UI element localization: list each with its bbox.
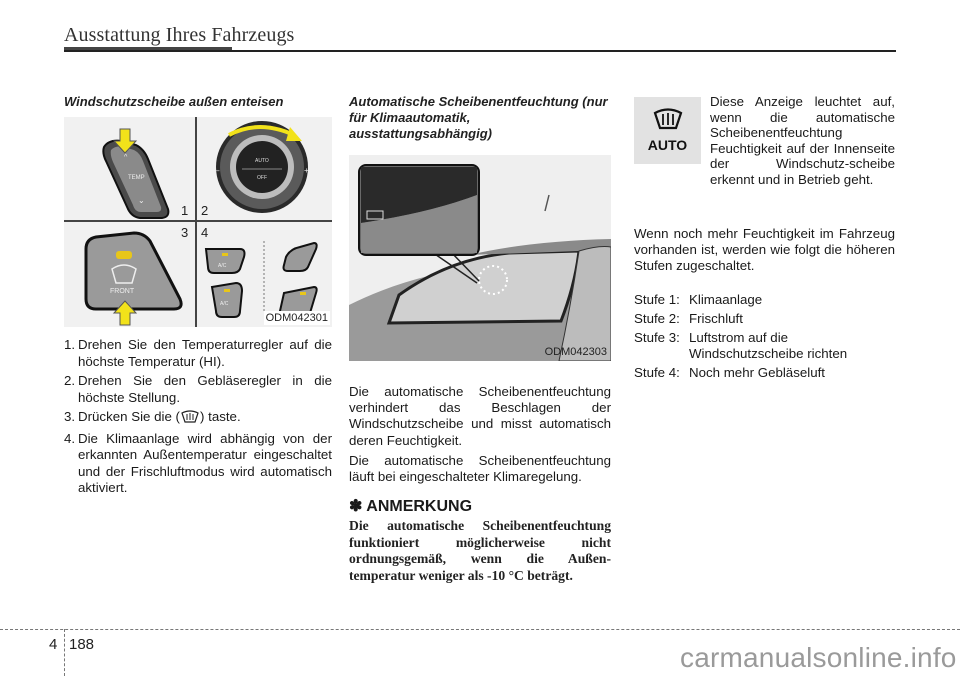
front-defrost-icon [181,410,199,428]
step-text: Die Klimaanlage wird abhängig von der erkannten Außentemperatur eingeschaltet und der Frischluftmodus wird automatisch aktiviert. [78,430,332,495]
svg-text:A/C: A/C [220,301,229,307]
svg-text:TEMP: TEMP [128,175,145,181]
stage-value: Klimaanlage [689,292,763,307]
footer-rule [0,629,960,630]
watermark: carmanualsonline.info [680,642,957,673]
front-defrost-button-icon [86,233,181,325]
quadrant-label-1: 1 [181,203,189,218]
stage-item [634,365,895,381]
section-title-auto-defog: Automatische Scheibenentfeuchtung (nur für Klimaautomatik, ausstattungsabhängig) [349,94,608,141]
indicator-description: Diese Anzeige leuchtet auf, wenn die automatische Scheibenentfeuchtung Feuchtigkeit auf der Innenseite der Windschutz-scheibe erkennt und in Betrieb geht. [710,94,895,187]
auto-label: AUTO [647,137,688,153]
figure-divider-vertical [195,117,197,327]
figure-defrost-controls [64,117,332,327]
stage-item [634,311,895,327]
svg-text:–: – [215,166,220,175]
svg-text:OFF: OFF [257,175,267,181]
stage-value: Luftstrom auf die Windschutzscheibe richten [689,330,848,361]
ac-recirc-buttons-icon [206,241,317,317]
section-title-defrost: Windschutzscheibe außen enteisen [64,94,284,109]
stages-list [634,292,895,384]
step-item [64,409,332,428]
stage-key: Stufe 4: [634,365,680,380]
humidity-paragraph: Wenn noch mehr Feuchtigkeit im Fahrzeug vorhanden ist, werden wie folgt die höheren Stufen zugeschaltet. [634,226,895,273]
step-number: 3. [64,409,76,424]
blower-knob-icon [215,121,309,213]
step-text: Drehen Sie den Gebläseregler in die höchste Stellung. [78,373,332,405]
header-rule [64,50,896,52]
stage-key: Stufe 3: [634,330,680,345]
step-item [64,431,332,497]
figure-windshield-sensor [349,155,611,361]
quadrant-label-4: 4 [201,225,209,240]
stage-key: Stufe 1: [634,292,680,307]
step-number: 4. [64,430,76,446]
temp-switch-icon [103,129,168,218]
defrost-controls-illustration [64,117,332,327]
windshield-sensor-illustration [349,155,611,361]
windshield-defog-icon [653,108,683,135]
stage-value: Frischluft [689,311,743,326]
stage-value: Noch mehr Gebläseluft [689,365,825,380]
stage-item [634,292,895,308]
svg-text:FRONT: FRONT [110,288,135,295]
svg-text:A/C: A/C [218,263,227,269]
step-text-before: Drücken Sie die ( [78,409,180,424]
step-number: 2. [64,373,76,388]
step-item [64,337,332,370]
svg-text:^: ^ [124,154,128,161]
paragraph: Die automatische Scheibenentfeuchtung verhindert das Beschlagen der Windschutzscheibe und misst automatisch deren Feuchtigkeit. [349,384,611,448]
stage-key: Stufe 2: [634,311,680,326]
svg-text:⌄: ⌄ [138,196,145,205]
step-text-after: ) taste. [200,409,241,424]
figure-divider-horizontal [64,220,332,222]
step-item [64,373,332,406]
footer-divider [64,629,65,676]
step-number: 1. [64,337,76,352]
auto-defog-description [349,384,611,489]
svg-text:+: + [304,166,309,175]
stage-item [634,330,895,362]
note-text: Die automatische Scheibenentfeuchtung funktioniert möglicherweise nicht ordnungsgemäß, wenn die Außen-temperatur weniger als -10 °C beträgt. [349,518,611,583]
note-title: ✽ ANMERKUNG [349,498,473,515]
defrost-steps-list [64,337,332,500]
page-number: 188 [69,636,95,653]
step-text: Drehen Sie den Temperaturregler auf die höchste Temperatur (HI). [78,337,332,369]
quadrant-label-2: 2 [201,203,209,218]
page-header-title: Ausstattung Ihres Fahrzeugs [64,24,295,46]
svg-text:AUTO: AUTO [255,158,269,164]
figure-code: ODM042301 [265,312,328,324]
figure-code: ODM042303 [544,346,607,358]
paragraph: Die automatische Scheibenentfeuchtung läuft bei eingeschalteter Klimaregelung. [349,452,611,485]
chapter-number: 4 [49,636,58,653]
auto-defog-indicator [634,97,701,164]
quadrant-label-3: 3 [181,225,189,240]
